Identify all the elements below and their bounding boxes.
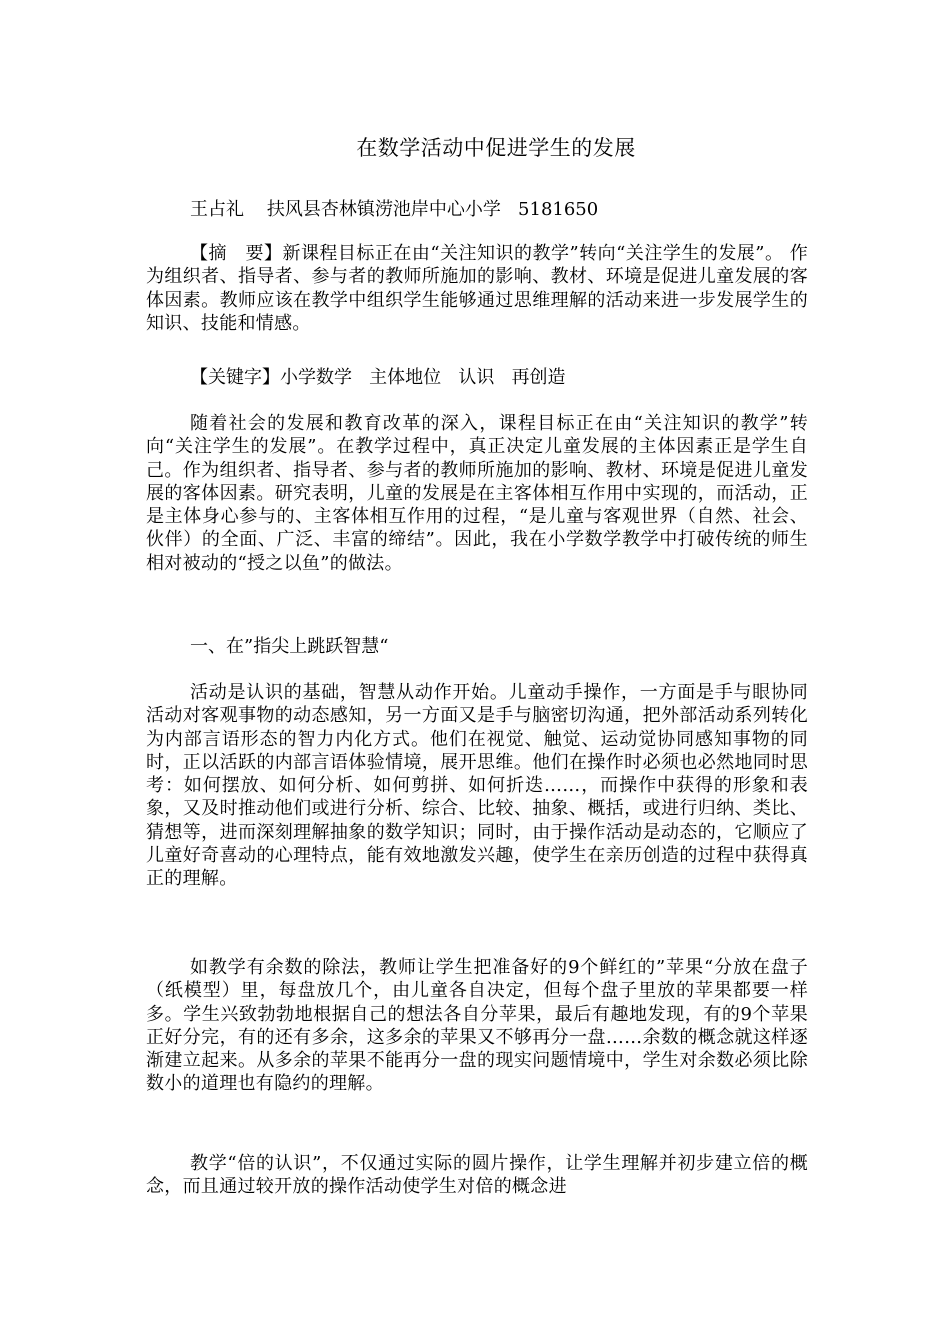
section-heading: 一、在”指尖上跳跃智慧“ xyxy=(190,636,389,657)
keywords-line: 【关键字】小学数学 主体地位 认识 再创造 xyxy=(190,367,566,388)
body-paragraph: 如教学有余数的除法，教师让学生把准备好的9个鲜红的”苹果“分放在盘子（纸模型）里，每盘放几个，由儿童各自决定，但每个盘子里放的苹果都要一样多。学生兴致勃勃地根据自己的想法各自分苹果，最后有趣地发现，有的9个苹果正好分完，有的还有多余，这多余的苹果又不够再分一盘……余数的概念就这样逐渐建立起来。从多余的苹果不能再分一盘的现实问题情境中，学生对余数必须比除数小的道理也有隐约的理解。 xyxy=(146,957,808,1095)
intro-paragraph: 随着社会的发展和教育改革的深入，课程目标正在由“关注知识的教学”转向“关注学生的发展”。在教学过程中，真正决定儿童发展的主体因素正是学生自己。作为组织者、指导者、参与者的教师所施加的影响、教材、环境是促进儿童发展的客体因素。研究表明，儿童的发展是在主客体相互作用中实现的，而活动，正是主体身心参与的、主客体相互作用的过程，“是儿童与客观世界（自然、社会、伙伴）的全面、广泛、丰富的缔结”。因此，我在小学数学教学中打破传统的师生相对被动的“授之以鱼”的做法。 xyxy=(146,413,808,574)
document-title: 在数学活动中促进学生的发展 xyxy=(356,136,636,160)
author-line: 王占礼 扶风县杏林镇涝池岸中心小学 5181650 xyxy=(190,199,599,220)
abstract-paragraph: 【摘 要】新课程目标正在由“关注知识的教学”转向“关注学生的发展”。 作为组织者、指导者、参与者的教师所施加的影响、教材、环境是促进儿童发展的客体因素。教师应该在教学中组织学生能够通过思维理解的活动来进一步发展学生的知识、技能和情感。 xyxy=(146,243,808,334)
body-paragraph: 活动是认识的基础，智慧从动作开始。儿童动手操作，一方面是手与眼协同活动对客观事物的动态感知，另一方面又是手与脑密切沟通，把外部活动系列转化为内部言语形态的智力内化方式。他们在视觉、触觉、运动觉协同感知事物的同时，正以活跃的内部言语体验情境，展开思维。他们在操作时必须也必然地同时思考：如何摆放、如何分析、如何剪拼、如何折迭……，而操作中获得的形象和表象，又及时推动他们或进行分析、综合、比较、抽象、概括，或进行归纳、类比、猜想等，进而深刻理解抽象的数学知识；同时，由于操作活动是动态的，它顺应了儿童好奇喜动的心理特点，能有效地激发兴趣，使学生在亲历创造的过程中获得真正的理解。 xyxy=(146,682,808,890)
body-paragraph: 教学“倍的认识”，不仅通过实际的圆片操作，让学生理解并初步建立倍的概念，而且通过较开放的操作活动使学生对倍的概念进 xyxy=(146,1153,808,1198)
